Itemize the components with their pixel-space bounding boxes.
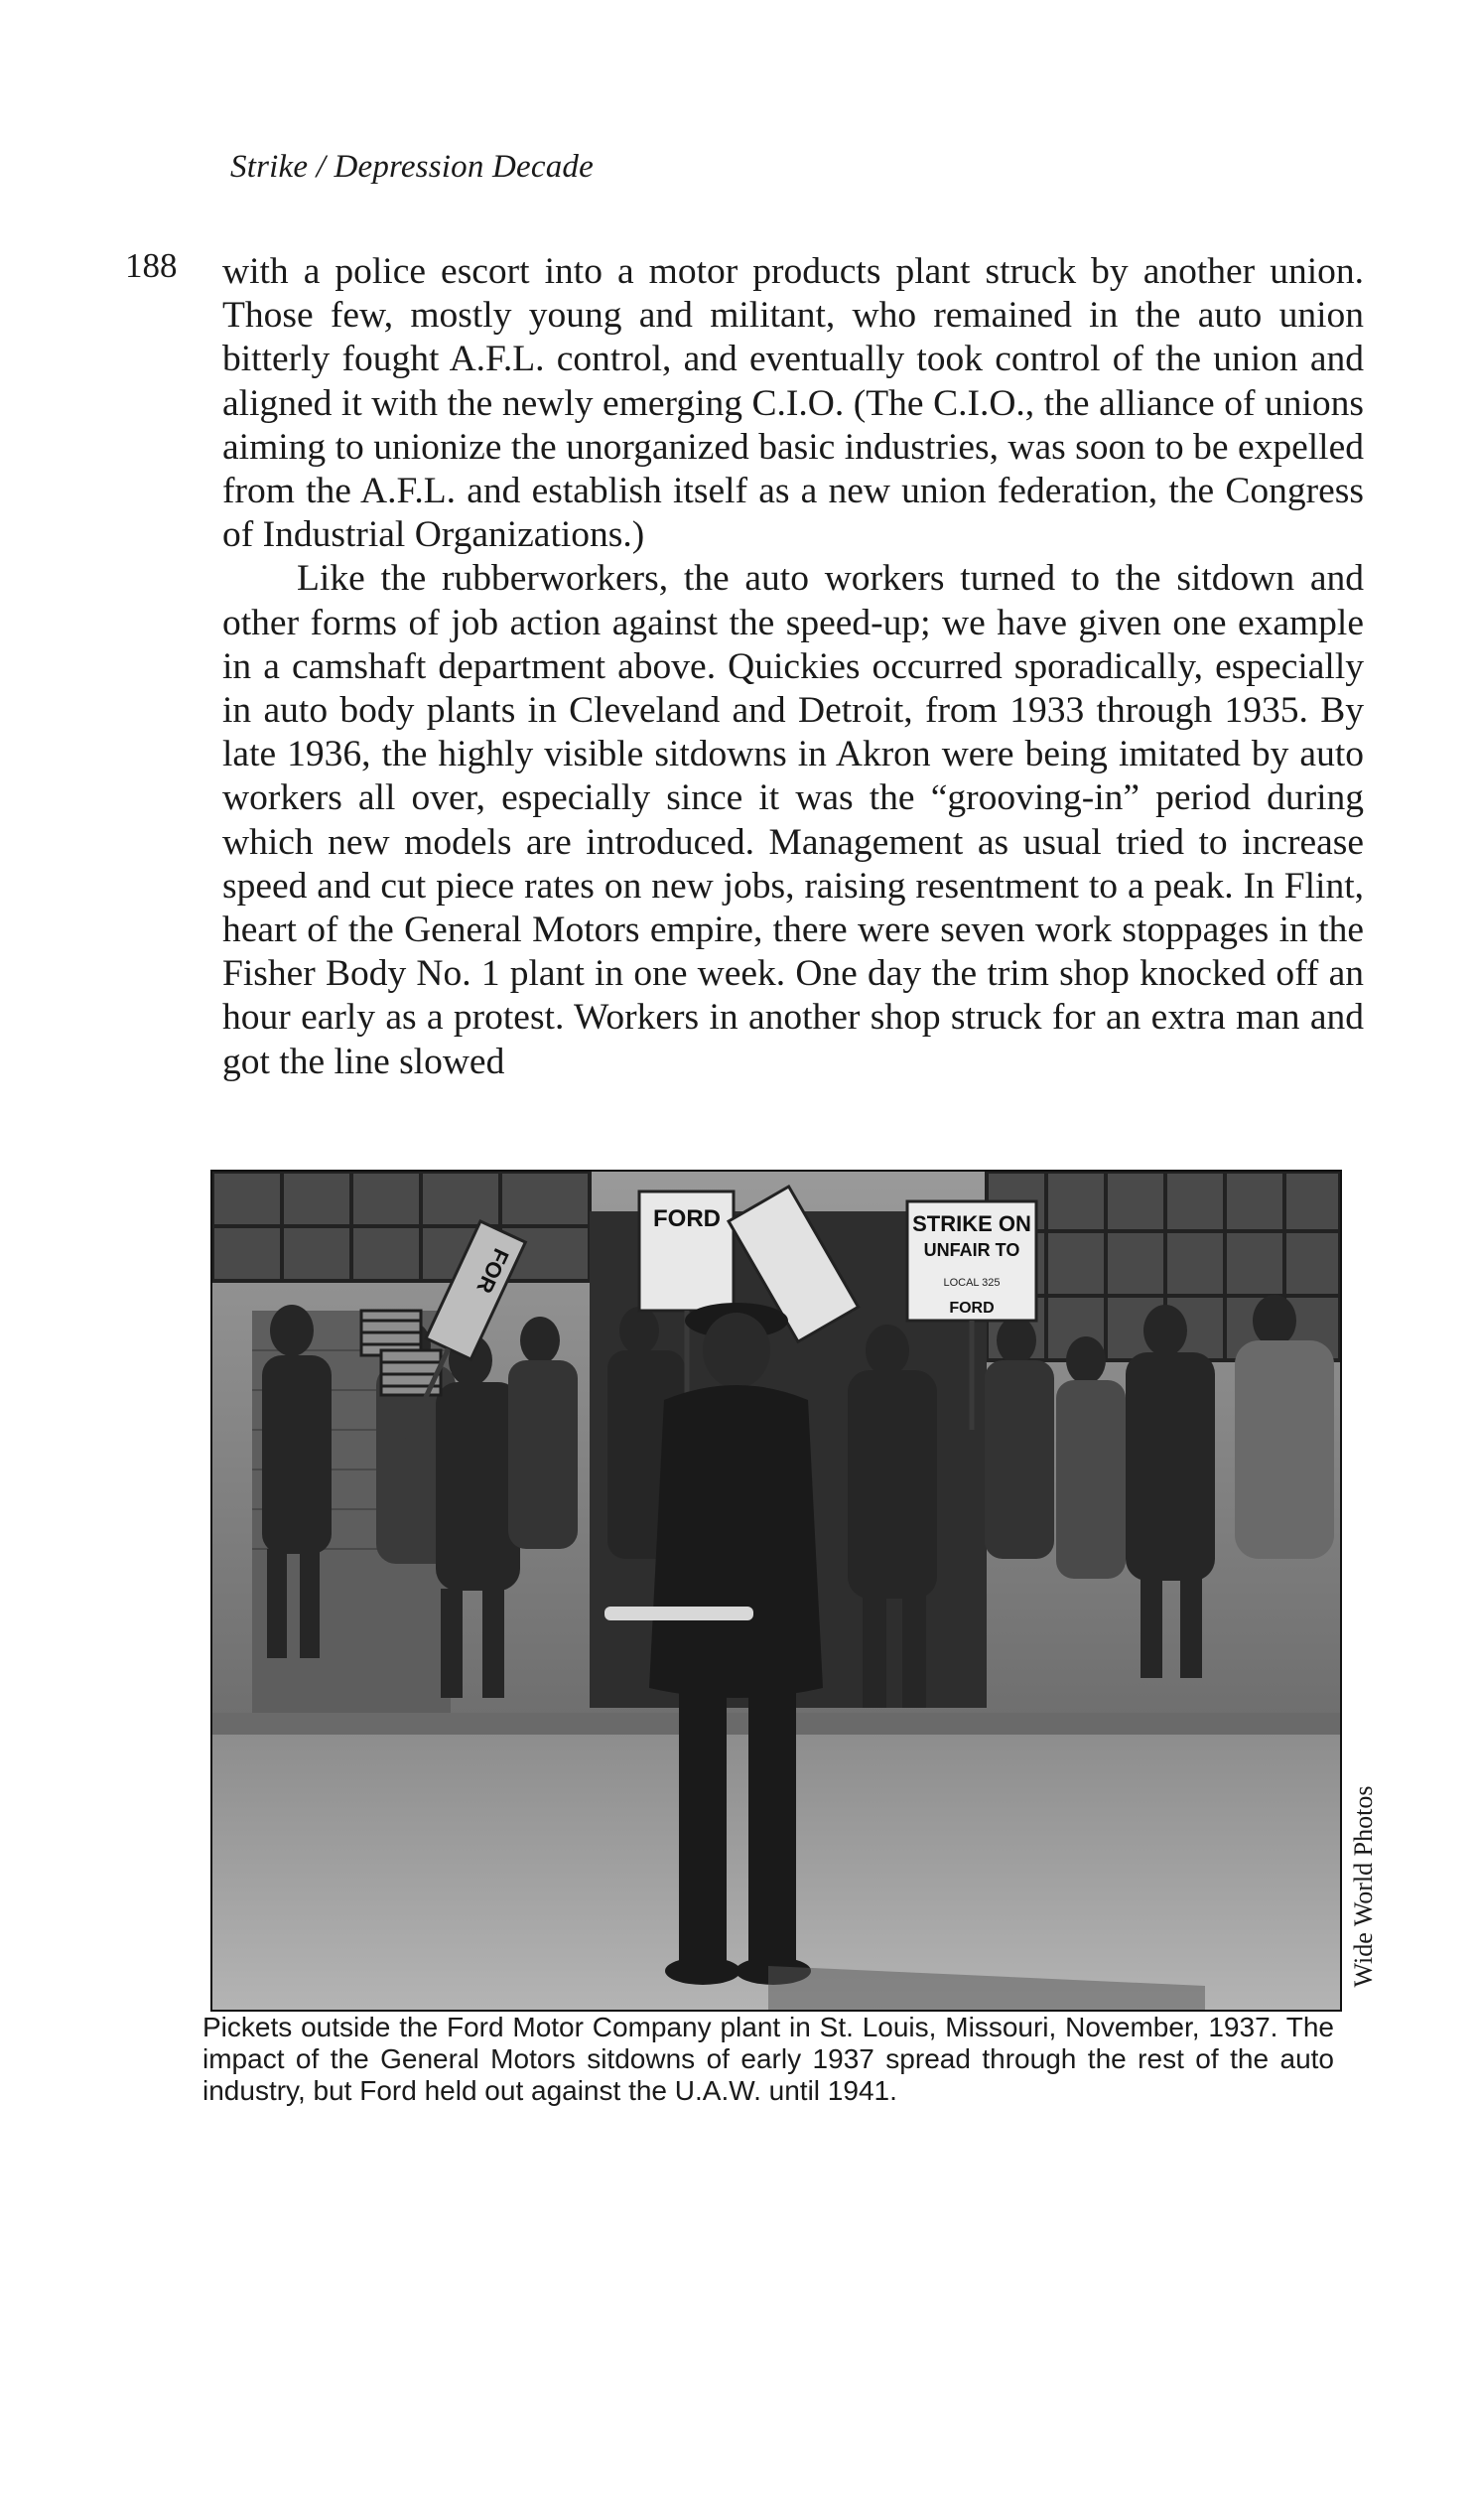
body-text (222, 250, 1364, 1084)
photo-credit (1346, 1757, 1386, 2016)
running-head: Strike / Depression Decade (230, 149, 594, 185)
strike-sign-line2: UNFAIR TO (923, 1240, 1020, 1260)
paragraph-1: with a police escort into a motor products plant struck by another union. Those few, mostly young and militant, who remained in the auto union bitterly fought A.F.L. control, and eventually took control of the union and aligned it with the newly emerging C.I.O. (The C.I.O., the alliance of unions aiming to unionize the unorganized basic industries, was soon to be expelled from the A.F.L. and establish itself as a new union federation, the Congress of Industrial Organizations.) (222, 251, 1364, 556)
strike-sign-line3: LOCAL 325 (943, 1277, 1001, 1289)
strike-sign-line1: STRIKE ON (912, 1211, 1031, 1236)
paragraph-2: Like the rubberworkers, the auto workers turned to the sitdown and other forms of job action against the speed-up; we have given one example in a camshaft department above. Quickies occurred sporadically, especially in auto body plants in Cleveland and Detroit, from 1933 through 1935. By late 1936, the highly visible sitdowns in Akron were being imitated by auto workers all over, especially since it was the “grooving-in” period during which new models are introduced. Management as usual tried to increase speed and cut piece rates on new jobs, raising resentment to a peak. In Flint, heart of the General Motors empire, there were seven work stoppages in the Fisher Body No. 1 plant in one week. One day the trim shop knocked off an hour early as a protest. Workers in another shop struck for an extra man and got the line slowed (222, 558, 1364, 1082)
ford-sign-text: FORD (653, 1205, 721, 1232)
photo-caption: Pickets outside the Ford Motor Company plant in St. Louis, Missouri, November, 1937. The impact of the General Motors sitdowns of early 1937 spread through the rest of the auto industry, but Ford held out against the U.A.W. until 1941. (202, 2012, 1334, 2106)
page-number: 188 (125, 246, 178, 285)
picket-photo (210, 1170, 1342, 2012)
photo-illustration (212, 1172, 1340, 2010)
baton (604, 1607, 753, 1620)
strike-sign-bottom: FORD (949, 1300, 995, 1317)
left-sign-text: FOR (471, 1244, 514, 1298)
photo-credit-text: Wide World Photos (1349, 1785, 1378, 1988)
